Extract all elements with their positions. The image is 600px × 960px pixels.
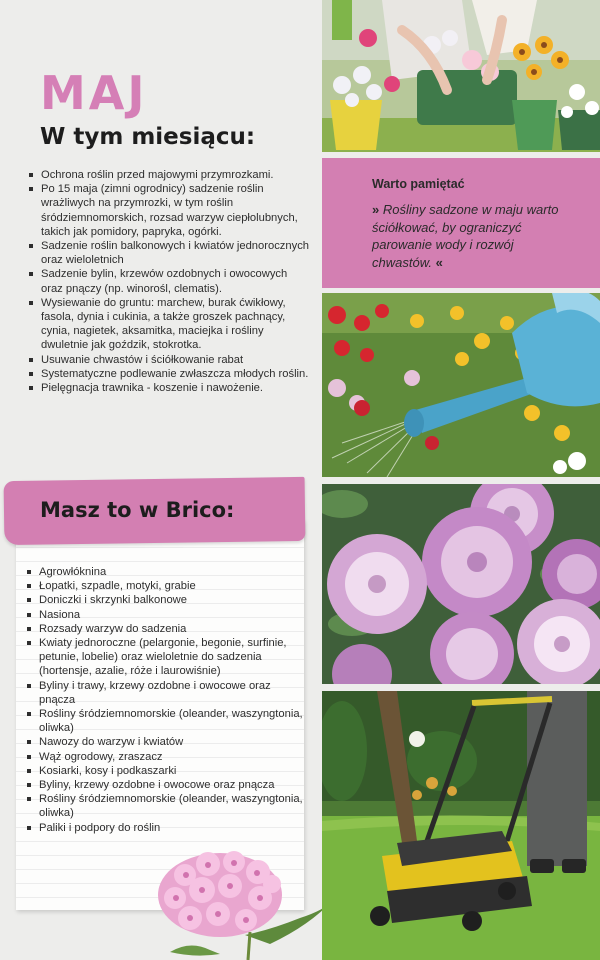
list-item: Byliny i trawy, krzewy ozdobne i owocowe oraz pnącza — [26, 679, 304, 707]
list-item: Rozsady warzyw do sadzenia — [26, 622, 304, 636]
list-item: Kosiarki, kosy i podkaszarki — [26, 764, 304, 778]
list-item: Ochrona roślin przed majowymi przymrozkami. — [28, 168, 310, 182]
reminder-text — [372, 201, 572, 271]
list-item: Łopatki, szpadle, motyki, grabie — [26, 579, 304, 593]
dahlias-photo — [322, 484, 600, 684]
reminder-body: Rośliny sadzone w maju warto ściółkować, by ograniczyć parowanie wody i rozwój chwastów. — [372, 202, 559, 270]
open-quote-icon: » — [372, 202, 380, 217]
list-item: Systematyczne podlewanie zwłaszcza młodych roślin. — [28, 367, 310, 381]
list-item: Nawozy do warzyw i kwiatów — [26, 735, 304, 749]
hydrangea-illustration — [150, 840, 335, 960]
brico-product-list — [26, 565, 304, 835]
list-item: Byliny, krzewy ozdobne i owocowe oraz pnącza — [26, 778, 304, 792]
list-item: Sadzenie bylin, krzewów ozdobnych i owocowych oraz pnączy (np. winorośl, clematis). — [28, 267, 310, 295]
list-item: Kwiaty jednoroczne (pelargonie, begonie, surfinie, petunie, lobelie) oraz wieloletnie do sadzenia (hortensje, azalie, róże i laurowiśnie) — [26, 636, 304, 679]
reminder-box — [322, 158, 600, 288]
watering-can-photo — [322, 293, 600, 477]
month-title: MAJ — [40, 66, 148, 120]
month-subtitle: W tym miesiącu: — [40, 124, 256, 150]
brico-title: Masz to w Brico: — [40, 498, 235, 522]
list-item: Pielęgnacja trawnika - koszenie i nawożenie. — [28, 381, 310, 395]
list-item: Wąż ogrodowy, zraszacz — [26, 750, 304, 764]
lawn-mower-photo — [322, 691, 600, 960]
list-item: Agrowłóknina — [26, 565, 304, 579]
list-item: Wysiewanie do gruntu: marchew, burak ćwikłowy, fasola, dynia i cukinia, a także groszek pachnący, cynia, nagietek, aksamitka, maciejka i rośliny dwuletnie jak goździk, stokrotka. — [28, 296, 310, 353]
list-item: Rośliny śródziemnomorskie (oleander, waszyngtonia, oliwka) — [26, 707, 304, 735]
list-item: Sadzenie roślin balkonowych i kwiatów jednorocznych oraz wieloletnich — [28, 239, 310, 267]
reminder-title: Warto pamiętać — [372, 177, 465, 191]
list-item: Nasiona — [26, 608, 304, 622]
list-item: Usuwanie chwastów i ściółkowanie rabat — [28, 353, 310, 367]
close-quote-icon: « — [435, 254, 443, 270]
list-item: Po 15 maja (zimni ogrodnicy) sadzenie roślin wrażliwych na przymrozki, w tym roślin śródziemnomorskich, rozsad warzyw ciepłolubnych, takich jak pomidory, papryka, ogórki. — [28, 182, 310, 239]
list-item: Rośliny śródziemnomorskie (oleander, waszyngtonia, oliwka) — [26, 792, 304, 820]
list-item: Paliki i podpory do roślin — [26, 821, 304, 835]
list-item: Doniczki i skrzynki balkonowe — [26, 593, 304, 607]
planting-flowers-photo — [322, 0, 600, 152]
month-task-list — [28, 168, 310, 395]
